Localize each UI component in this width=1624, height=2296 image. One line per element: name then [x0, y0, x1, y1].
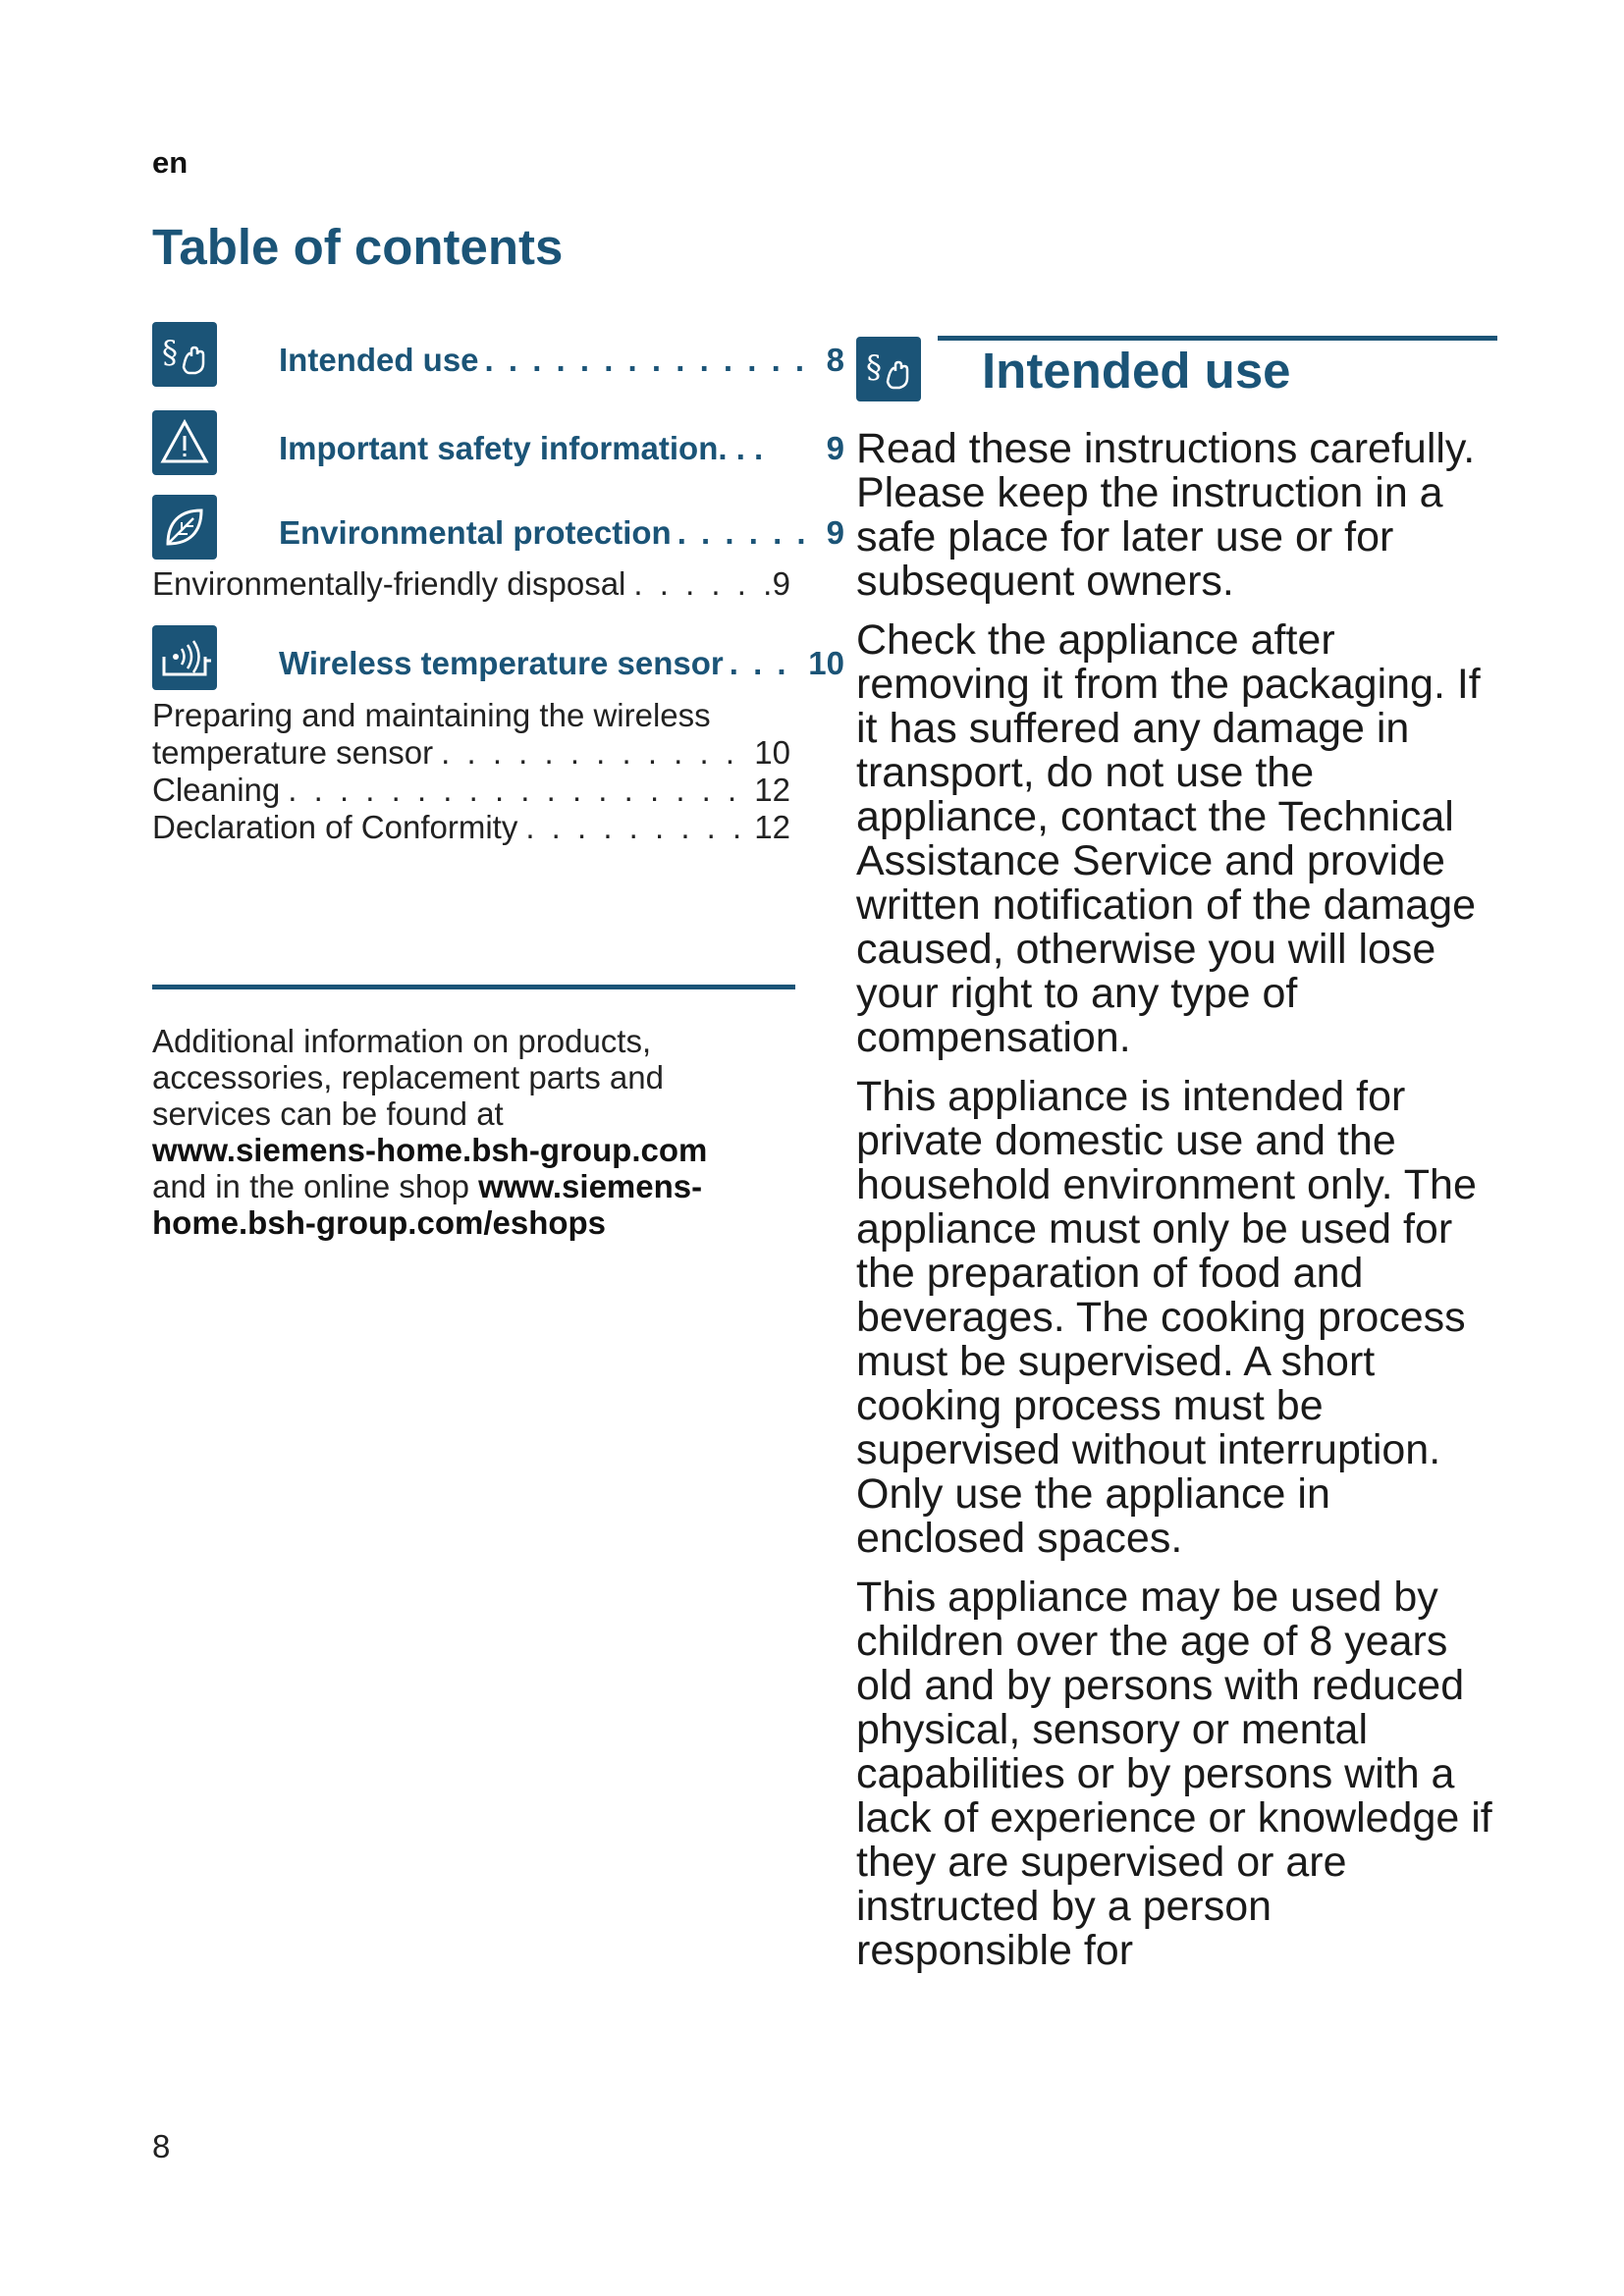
additional-info-text: Additional information on products, accessories, replacement parts and services can be found at [152, 1023, 664, 1132]
toc-entry-label: Environmental protection [279, 514, 672, 551]
toc-subentry-label: Declaration of Conformity [152, 809, 518, 845]
website-link[interactable]: www.siemens-home.bsh-group.com [152, 1132, 708, 1168]
toc-entry-environment[interactable] [279, 514, 844, 552]
warning-triangle-icon [152, 410, 217, 475]
section-rule [938, 336, 1497, 341]
toc-subentry-preparing-line1[interactable]: Preparing and maintaining the wireless [152, 697, 711, 733]
toc-subentry-cleaning[interactable] [152, 772, 790, 809]
toc-subentry-label: Environmentally-friendly disposal [152, 565, 626, 602]
section-divider [152, 985, 795, 989]
svg-text:§: § [866, 348, 882, 386]
body-paragraph: Check the appliance after removing it from the packaging. If it has suffered any damage in transport, do not use the appliance, contact the Technical Assistance Service and provide written notification of the damage caused, otherwise you will lose your right to any type of compensation. [856, 616, 1481, 1061]
eshop-link[interactable]: www.siemens-home.bsh-group.com/eshops [152, 1168, 703, 1241]
section-body [856, 427, 1494, 1988]
body-paragraph: This appliance is intended for private domestic use and the household environment only. The appliance must only be used for the preparation of food and beverages. The cooking process must be supervised. A short cooking process must be supervised without interruption. Only use the appliance in enclosed spaces. [856, 1073, 1477, 1562]
toc-entry-safety[interactable] [279, 430, 844, 467]
toc-leader [433, 734, 754, 772]
toc-entry-page: 10 [808, 645, 844, 681]
toc-subentry-page: 10 [754, 734, 790, 771]
section-title: Intended use [982, 343, 1291, 399]
toc-subentry-disposal[interactable] [152, 565, 790, 603]
additional-info [152, 1023, 790, 1241]
toc-subentry-declaration[interactable] [152, 809, 790, 846]
toc-leader [625, 565, 772, 603]
toc-subentry-label: temperature sensor [152, 734, 434, 771]
toc-leader [517, 809, 754, 846]
toc-title: Table of contents [152, 219, 564, 275]
toc-entry-wireless[interactable] [279, 645, 844, 682]
toc-entry-label: Intended use [279, 342, 479, 378]
leaf-icon [152, 495, 217, 560]
wireless-sensor-icon [152, 625, 217, 690]
toc-entry-page: 8 [826, 342, 844, 378]
body-paragraph: Read these instructions carefully. Please keep the instruction in a safe place for later use or for subsequent owners. [856, 425, 1476, 605]
toc-leader [724, 645, 803, 682]
toc-entry-label: Wireless temperature sensor [279, 645, 724, 681]
toc-entry-page: 9 [826, 514, 844, 551]
toc-entry-intended-use[interactable] [279, 342, 844, 379]
toc-leader [280, 772, 754, 809]
toc-subentry-page: 12 [754, 809, 790, 845]
language-code: en [152, 145, 189, 180]
toc-leader [672, 514, 821, 552]
toc-entry-page: 9 [826, 430, 844, 466]
toc-subentry-preparing[interactable] [152, 734, 790, 772]
page-number: 8 [152, 2128, 171, 2164]
online-shop-text: and in the online shop [152, 1168, 469, 1204]
toc-leader [479, 342, 821, 379]
toc-subentry-label: Cleaning [152, 772, 281, 808]
body-paragraph: This appliance may be used by children over the age of 8 years old and by persons with reduced physical, sensory or mental capabilities or by persons with a lack of experience or knowledge if they are supervised or are instructed by a person responsible for [856, 1574, 1492, 1974]
paragraph-hand-icon [152, 322, 217, 387]
toc-subentry-page: 12 [754, 772, 790, 808]
toc-entry-label: Important safety information. . . [279, 430, 764, 466]
svg-text:§: § [162, 334, 178, 371]
toc-subentry-page: 9 [772, 565, 790, 602]
paragraph-hand-icon [856, 337, 921, 401]
